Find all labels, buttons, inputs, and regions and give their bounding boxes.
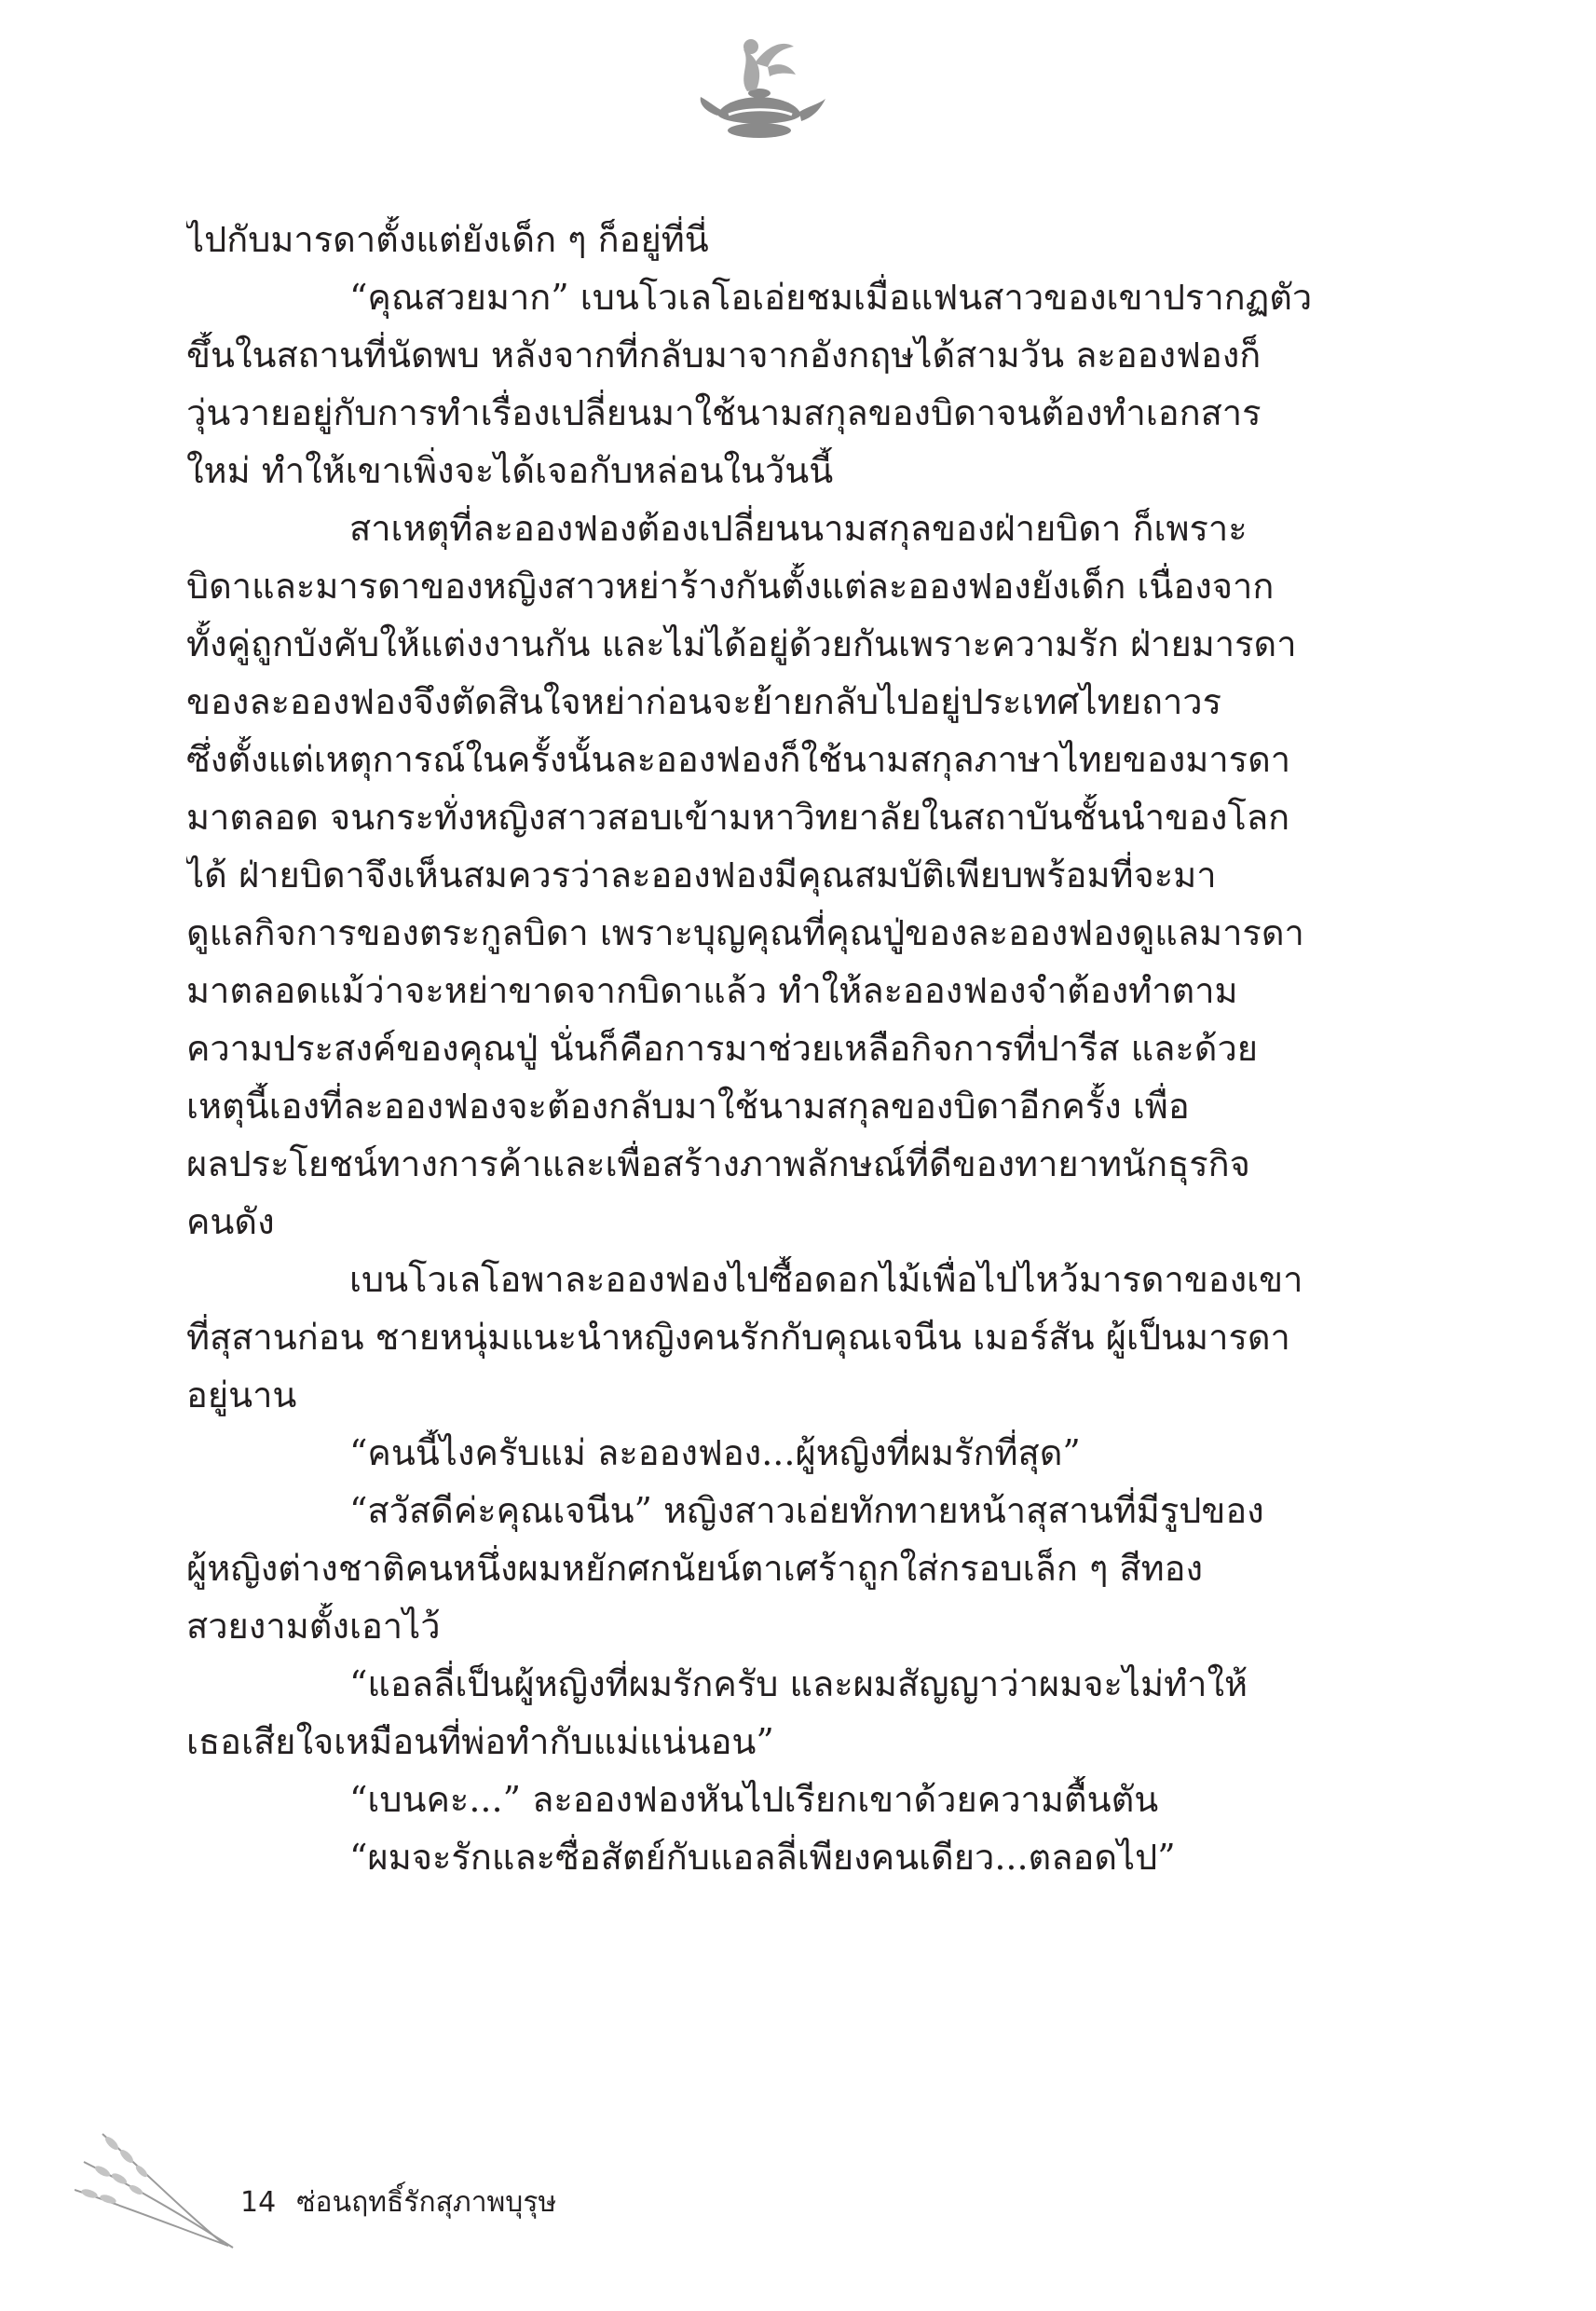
- text-line: บิดาและมารดาของหญิงสาวหย่าร้างกันตั้งแต่ละอองฟองยังเด็ก เนื่องจาก: [186, 566, 1275, 607]
- text-line: มาตลอด จนกระทั่งหญิงสาวสอบเข้ามหาวิทยาลัยในสถาบันชั้นนำของโลก: [186, 797, 1290, 838]
- magic-lamp-with-genie-icon: [689, 26, 829, 157]
- text-line: ไปกับมารดาตั้งแต่ยังเด็ก ๆ ก็อยู่ที่นี่: [186, 219, 709, 260]
- text-line: ดูแลกิจการของตระกูลบิดา เพราะบุญคุณที่คุณปู่ของละอองฟองดูแลมารดา: [186, 912, 1304, 953]
- folio: [240, 2184, 556, 2222]
- text-line: “คุณสวยมาก” เบนโวเลโอเอ่ยชมเมื่อแฟนสาวของเขาปรากฏตัว: [349, 277, 1313, 318]
- text-line: “ผมจะรักและซื่อสัตย์กับแอลลี่เพียงคนเดียว...ตลอดไป”: [349, 1837, 1176, 1878]
- text-line: สาเหตุที่ละอองฟองต้องเปลี่ยนนามสกุลของฝ่ายบิดา ก็เพราะ: [349, 508, 1248, 549]
- text-line: “เบนคะ...” ละอองฟองหันไปเรียกเขาด้วยความตื้นตัน: [349, 1779, 1159, 1820]
- text-line: เบนโวเลโอพาละอองฟองไปซื้อดอกไม้เพื่อไปไหว้มารดาของเขา: [349, 1259, 1303, 1300]
- text-line: ได้ ฝ่ายบิดาจึงเห็นสมควรว่าละอองฟองมีคุณสมบัติเพียบพร้อมที่จะมา: [186, 855, 1217, 896]
- book-title: ซ่อนฤทธิ์รักสุภาพบุรุษ: [296, 2186, 557, 2219]
- text-line: ที่สุสานก่อน ชายหนุ่มแนะนำหญิงคนรักกับคุณเจนีน เมอร์สัน ผู้เป็นมารดา: [186, 1317, 1290, 1358]
- text-line: ทั้งคู่ถูกบังคับให้แต่งงานกัน และไม่ได้อยู่ด้วยกันเพราะความรัก ฝ่ายมารดา: [186, 623, 1297, 664]
- lavender-sprig-icon: [75, 2125, 261, 2255]
- text-line: เธอเสียใจเหมือนที่พ่อทำกับแม่แน่นอน”: [186, 1721, 774, 1762]
- text-line: คนดัง: [186, 1201, 275, 1242]
- text-line: “แอลลี่เป็นผู้หญิงที่ผมรักครับ และผมสัญญาว่าผมจะไม่ทำให้: [349, 1663, 1248, 1704]
- text-line: ขึ้นในสถานที่นัดพบ หลังจากที่กลับมาจากอังกฤษได้สามวัน ละอองฟองก็: [186, 335, 1262, 376]
- page-number: 14: [240, 2186, 277, 2219]
- text-line: ซึ่งตั้งแต่เหตุการณ์ในครั้งนั้นละอองฟองก็ใช้นามสกุลภาษาไทยของมารดา: [186, 739, 1291, 780]
- text-line: ใหม่ ทำให้เขาเพิ่งจะได้เจอกับหล่อนในวันนี้: [186, 450, 834, 491]
- text-line: “สวัสดีค่ะคุณเจนีน” หญิงสาวเอ่ยทักทายหน้าสุสานที่มีรูปของ: [349, 1490, 1264, 1531]
- page-footer: [75, 2125, 727, 2274]
- text-line: ของละอองฟองจึงตัดสินใจหย่าก่อนจะย้ายกลับไปอยู่ประเทศไทยถาวร: [186, 681, 1222, 722]
- text-line: ผู้หญิงต่างชาติคนหนึ่งผมหยักศกนัยน์ตาเศร้าถูกใส่กรอบเล็ก ๆ สีทอง: [186, 1548, 1204, 1589]
- text-line: มาตลอดแม้ว่าจะหย่าขาดจากบิดาแล้ว ทำให้ละอองฟองจำต้องทำตาม: [186, 970, 1238, 1011]
- text-line: วุ่นวายอยู่กับการทำเรื่องเปลี่ยนมาใช้นามสกุลของบิดาจนต้องทำเอกสาร: [186, 392, 1262, 433]
- text-line: ความประสงค์ของคุณปู่ นั่นก็คือการมาช่วยเหลือกิจการที่ปารีส และด้วย: [186, 1028, 1259, 1069]
- text-line: เหตุนี้เองที่ละอองฟองจะต้องกลับมาใช้นามสกุลของบิดาอีกครั้ง เพื่อ: [186, 1086, 1190, 1127]
- text-line: ผลประโยชน์ทางการค้าและเพื่อสร้างภาพลักษณ์ที่ดีของทายาทนักธุรกิจ: [186, 1143, 1250, 1184]
- text-line: อยู่นาน: [186, 1374, 297, 1415]
- text-line: สวยงามตั้งเอาไว้: [186, 1606, 441, 1647]
- text-line: “คนนี้ไงครับแม่ ละอองฟอง...ผู้หญิงที่ผมรักที่สุด”: [349, 1432, 1081, 1473]
